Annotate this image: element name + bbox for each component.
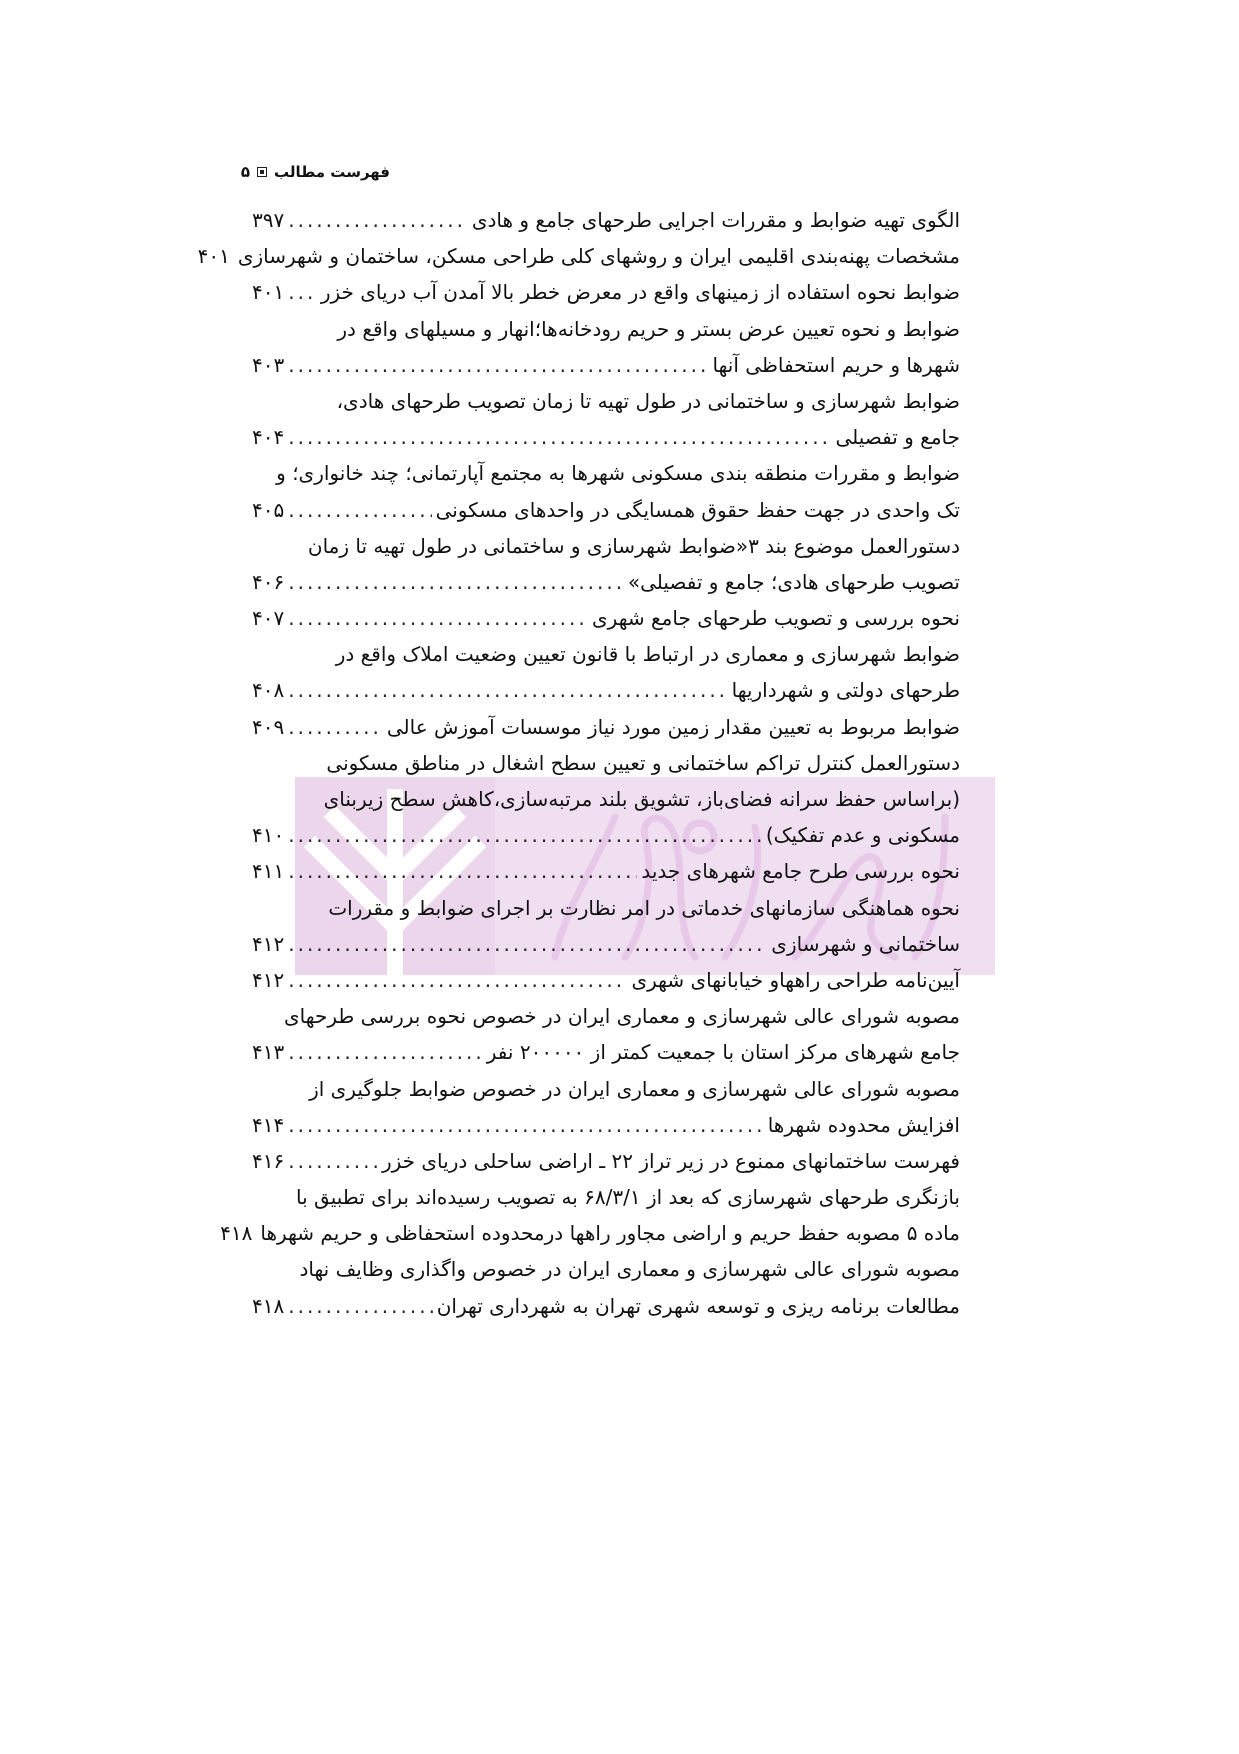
toc-line [252,672,960,708]
toc-entry[interactable] [252,528,960,600]
dot-leader [288,347,708,383]
toc-entry-title: ماده ۵ مصوبه حفظ حریم و اراضی مجاور راهها درمحدوده استحفاظی و حریم شهرها [260,1221,960,1246]
toc-page-number: ۴۱۰ [252,823,285,848]
toc-line [252,709,960,745]
toc-entry-title: آیین‌نامه طراحی راههاو خیابانهای شهری [631,967,960,992]
toc-line [252,1107,960,1143]
toc-entry[interactable] [252,311,960,383]
dot-leader [288,1143,378,1179]
toc-entry-title: الگوی تهیه ضوابط و مقررات اجرایی طرحهای جامع و هادی [471,208,960,232]
toc-line [252,274,960,310]
toc-entry-title: مشخصات پهنه‌بندی اقلیمی ایران و روشهای کلی طراحی مسکن، ساختمان و شهرسازی [237,244,960,269]
toc-entry-title: ضوابط شهرسازی و ساختمانی در طول تهیه تا زمان تصویب طرحهای هادی، [336,388,960,413]
toc-page-number: ۴۰۱ [197,244,230,269]
running-header [241,163,390,181]
toc-entry-title: تصویب طرحهای هادی؛ جامع و تفصیلی» [627,569,960,594]
toc-line [252,745,960,781]
dot-leader [288,1288,433,1324]
dot-leader [288,419,831,455]
toc-entry-title: طرحهای دولتی و شهرداریها [731,678,960,703]
toc-line [252,781,960,817]
toc-line [252,492,960,528]
toc-line [252,1288,960,1324]
toc-page-number: ۴۱۳ [252,1040,285,1065]
toc-entry[interactable] [252,202,960,238]
toc-entry-title: دستورالعمل موضوع بند ۳«ضوابط شهرسازی و ساختمانی در طول تهیه تا زمان [307,533,960,558]
toc-line [252,419,960,455]
toc-entry-title: تک واحدی در جهت حفظ حقوق همسایگی در واحدهای مسکونی [435,497,960,522]
toc-page-number: ۴۰۶ [252,569,285,594]
toc-entry-title: ضوابط و نحوه تعیین عرض بستر و حریم رودخانه‌ها؛انهار و مسیلهای واقع در [337,316,960,341]
header-title: فهرست مطالب [274,163,390,181]
toc-entry-title: ضوابط مربوط به تعیین مقدار زمین مورد نیاز موسسات آموزش عالی [386,714,960,739]
toc-entry-title: ضوابط و مقررات منطقه بندی مسکونی شهرها به مجتمع آپارتمانی؛ چند خانواری؛ و [276,461,960,486]
toc-entry[interactable] [252,709,960,745]
dot-leader [288,709,383,745]
toc-page-number: ۴۱۸ [220,1221,253,1246]
toc-entry-title: ضوابط نحوه استفاده از زمینهای واقع در معرض خطر بالا آمدن آب دریای خزر [320,280,960,305]
toc-entry-title: افزایش محدوده شهرها [767,1112,960,1137]
dot-leader [288,564,624,600]
toc-line [252,890,960,926]
dot-leader [288,853,637,889]
toc-entry[interactable] [252,890,960,962]
toc-entry[interactable] [252,1143,960,1179]
toc-entry-title: جامع شهرهای مرکز استان با جمعیت کمتر از ۲۰۰۰۰۰ نفر [486,1040,960,1065]
toc-entry[interactable] [252,274,960,310]
toc-entry[interactable] [252,636,960,708]
dot-leader [288,492,431,528]
toc-line [252,998,960,1034]
toc-entry[interactable] [252,1071,960,1143]
toc-page-number: ۴۰۸ [252,678,285,703]
toc-entry[interactable] [252,962,960,998]
toc-entry-title: جامع و تفصیلی [835,425,960,450]
toc-entry-title: بازنگری طرحهای شهرسازی که بعد از ۶۸/۳/۱ به تصویب رسیده‌اند برای تطبیق با [296,1185,960,1210]
dot-leader [288,817,762,853]
toc-entry-title: مطالعات برنامه ریزی و توسعه شهری تهران به شهرداری تهران [436,1293,960,1318]
toc-page-number: ۴۰۹ [252,714,285,739]
dot-leader [288,600,588,636]
toc-entry[interactable] [197,238,960,274]
toc-line [252,1071,960,1107]
toc-page-number: ۴۰۱ [252,280,285,305]
dot-leader [288,202,468,238]
toc-line [252,1143,960,1179]
header-page-number: ۵ [240,163,251,181]
toc-line [252,636,960,672]
toc-entry-title: نحوه هماهنگی سازمانهای خدماتی در امر نظارت بر اجرای ضوابط و مقررات [328,895,960,920]
toc-page-number: ۴۱۲ [252,967,285,992]
toc-entry[interactable] [252,600,960,636]
toc-entry-title: مصوبه شورای عالی شهرسازی و معماری ایران در خصوص واگذاری وظایف نهاد [299,1257,960,1282]
toc-line [252,962,960,998]
toc-page-number: ۴۱۴ [252,1112,285,1137]
toc-entry-title: مصوبه شورای عالی شهرسازی و معماری ایران در خصوص نحوه بررسی طرحهای [284,1004,960,1029]
toc-line [252,347,960,383]
toc-entry-title: ضوابط شهرسازی و معماری در ارتباط با قانون تعیین وضعیت املاک واقع در [335,642,960,667]
toc-entry[interactable] [220,1179,960,1251]
toc-line [197,238,960,274]
toc-line [252,817,960,853]
dot-leader [288,1034,483,1070]
toc-entry[interactable] [252,998,960,1070]
toc-line [252,600,960,636]
toc-line [252,311,960,347]
dot-leader [288,962,627,998]
toc-entry-title: نحوه بررسی و تصویب طرحهای جامع شهری [592,606,960,631]
toc-page-number: ۴۰۷ [252,606,285,631]
toc-line [252,383,960,419]
toc-entry-title: مصوبه شورای عالی شهرسازی و معماری ایران در خصوص ضوابط جلوگیری از [309,1076,960,1101]
toc-line [252,564,960,600]
toc-line [220,1215,960,1251]
toc-line [252,1034,960,1070]
toc-page-number: ۴۱۲ [252,931,285,956]
square-bullet-icon [257,167,267,177]
toc-entry-title: شهرها و حریم استحفاظی آنها [712,352,960,377]
table-of-contents [197,202,960,1324]
toc-page-number: ۴۰۴ [252,425,285,450]
toc-line [252,1251,960,1287]
toc-line [252,853,960,889]
toc-entry[interactable] [252,455,960,527]
toc-entry-title: نحوه بررسی طرح جامع شهرهای جدید [641,859,960,884]
toc-entry[interactable] [252,853,960,889]
toc-page-number: ۴۱۸ [252,1293,285,1318]
toc-entry-title: دستورالعمل کنترل تراکم ساختمانی و تعیین سطح اشغال در مناطق مسکونی [326,750,960,775]
toc-entry-title: (براساس حفظ سرانه فضای‌باز، تشویق بلند مرتبه‌سازی،کاهش سطح زیربنای [323,787,960,811]
toc-line [252,455,960,491]
dot-leader [288,1107,763,1143]
toc-line [252,528,960,564]
toc-page-number: ۴۱۱ [252,859,285,884]
dot-leader [288,274,317,310]
toc-line [252,926,960,962]
toc-entry[interactable] [252,383,960,455]
toc-entry-title: مسکونی و عدم تفکیک) [765,823,960,848]
toc-line [252,1179,960,1215]
toc-page-number: ۴۰۳ [252,352,285,377]
toc-entry-title: فهرست ساختمانهای ممنوع در زیر تراز ۲۲ ـ اراضی ساحلی دریای خزر [381,1148,960,1173]
toc-entry[interactable] [252,1251,960,1323]
toc-entry-title: ساختمانی و شهرسازی [771,931,960,956]
toc-entry[interactable] [252,745,960,854]
toc-page-number: ۴۰۵ [252,497,285,522]
toc-page-number: ۴۱۶ [252,1148,285,1173]
toc-page-number: ۳۹۷ [252,208,285,232]
toc-line [252,202,960,238]
dot-leader [288,672,727,708]
dot-leader [288,926,767,962]
